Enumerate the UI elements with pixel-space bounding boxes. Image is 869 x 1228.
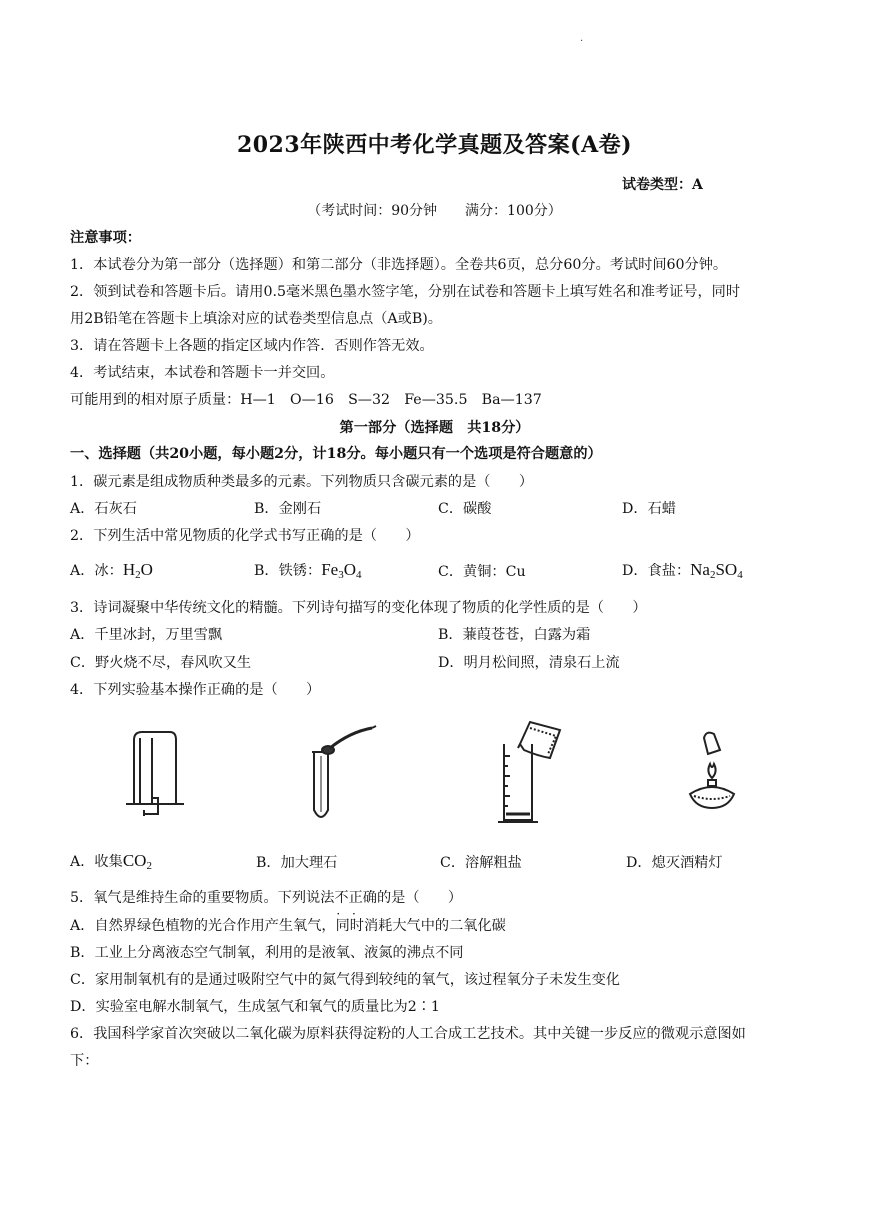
q1-option-b[interactable]: B．金刚石	[254, 501, 322, 517]
q3-option-d[interactable]: D．明月松间照，清泉石上流	[438, 655, 620, 671]
note-item-4: 4．考试结束，本试卷和答题卡一并交回。	[70, 365, 335, 381]
exam-time-line: （考试时间：90分钟 满分：100分）	[307, 203, 562, 219]
alcohol-lamp-figure	[676, 728, 748, 820]
note-item-3: 3．请在答题卡上各题的指定区域内作答．否则作答无效。	[70, 338, 434, 354]
q5-stem: 5．氧气是维持生命的重要物质。下列说法不正 · ·确的是（ ）	[70, 888, 462, 908]
note-item-2: 2．领到试卷和答题卡后。请用0.5毫米黑色墨水签字笔，分别在试卷和答题卡上填写姓名和准考证号，同时	[70, 284, 741, 300]
q4-option-a[interactable]	[70, 851, 152, 876]
q2-option-d[interactable]	[622, 560, 743, 585]
notes-heading: 注意事项：	[70, 230, 141, 246]
paper-type-label: 试卷类型：A	[622, 177, 703, 193]
q2-option-b-formula: $Fe_3O_4$	[321, 560, 362, 581]
q2-option-a-label: A．冰：	[70, 563, 123, 579]
q2-option-c[interactable]: C．黄铜：Cu	[438, 564, 526, 580]
q4-option-b[interactable]: B．加大理石	[256, 855, 338, 871]
q5-option-d[interactable]: D．实验室电解水制氧气，生成氢气和氧气的质量比为2∶1	[70, 999, 440, 1015]
q2-option-a[interactable]	[70, 560, 153, 585]
page-title: 2023年陕西中考化学真题及答案(A卷)	[236, 132, 633, 158]
q2-option-b[interactable]	[254, 560, 361, 585]
q4-option-c[interactable]: C．溶解粗盐	[440, 855, 522, 871]
q1-option-a[interactable]: A．石灰石	[70, 501, 137, 517]
section-heading: 一、选择题（共20小题，每小题2分，计18分。每小题只有一个选项是符合题意的）	[70, 446, 602, 462]
q3-option-a[interactable]: A．千里冰封，万里雪飘	[70, 627, 223, 643]
test-tube-figure	[294, 722, 384, 828]
q2-option-d-label: D．食盐：	[622, 563, 691, 579]
q6-stem-line-1: 6．我国科学家首次突破以二氧化碳为原料获得淀粉的人工合成工艺技术。其中关键一步反应的微观示意图如	[70, 1026, 746, 1042]
q2-option-a-formula: $H_2O$	[122, 560, 153, 581]
q2-stem: 2．下列生活中常见物质的化学式书写正确的是（ ）	[70, 528, 420, 544]
q3-stem: 3．诗词凝聚中华传统文化的精髓。下列诗句描写的变化体现了物质的化学性质的是（ ）	[70, 600, 647, 616]
q3-option-b[interactable]: B．蒹葭苍苍，白露为霜	[438, 627, 591, 643]
q1-stem: 1．碳元素是组成物质种类最多的元素。下列物质只含碳元素的是（ ）	[70, 474, 534, 490]
atomic-mass-line: 可能用到的相对原子质量：H—1 O—16 S—32 Fe—35.5 Ba—137	[70, 392, 542, 408]
graduated-cylinder-figure	[490, 716, 570, 828]
note-item-2-cont: 用2B铅笔在答题卡上填涂对应的试卷类型信息点（A或B)。	[70, 311, 442, 327]
note-item-1: 1．本试卷分为第一部分（选择题）和第二部分（非选择题）。全卷共6页，总分60分。考试时间60分钟。	[70, 257, 728, 273]
gas-collection-bottle-figure	[118, 728, 192, 820]
q2-option-d-formula: $Na_2SO_4$	[690, 560, 743, 581]
q1-option-d[interactable]: D．石蜡	[622, 501, 676, 517]
part1-heading: 第一部分（选择题 共18分）	[339, 420, 530, 436]
q6-stem-line-2: 下：	[70, 1053, 99, 1069]
q5-option-b[interactable]: B．工业上分离液态空气制氧，利用的是液氧、液氮的沸点不同	[70, 945, 464, 961]
q1-option-c[interactable]: C．碳酸	[438, 501, 492, 517]
q4-option-d[interactable]: D．熄灭酒精灯	[626, 855, 723, 871]
q2-option-b-label: B．铁锈：	[254, 563, 322, 579]
q5-option-c[interactable]: C．家用制氧机有的是通过吸附空气中的氮气得到较纯的氧气，该过程氧分子未发生变化	[70, 972, 620, 988]
q5-emphasis: 不正 · ·	[334, 890, 362, 906]
q4-stem: 4．下列实验基本操作正确的是（ ）	[70, 682, 321, 698]
q4-option-a-label: A．收集	[70, 854, 123, 870]
q4-option-a-formula: $CO_2$	[122, 851, 152, 872]
q5-option-a[interactable]: A．自然界绿色植物的光合作用产生氧气，同时消耗大气中的二氧化碳	[70, 918, 506, 934]
q3-option-c[interactable]: C．野火烧不尽，春风吹又生	[70, 655, 252, 671]
top-dot: ·	[580, 36, 584, 47]
